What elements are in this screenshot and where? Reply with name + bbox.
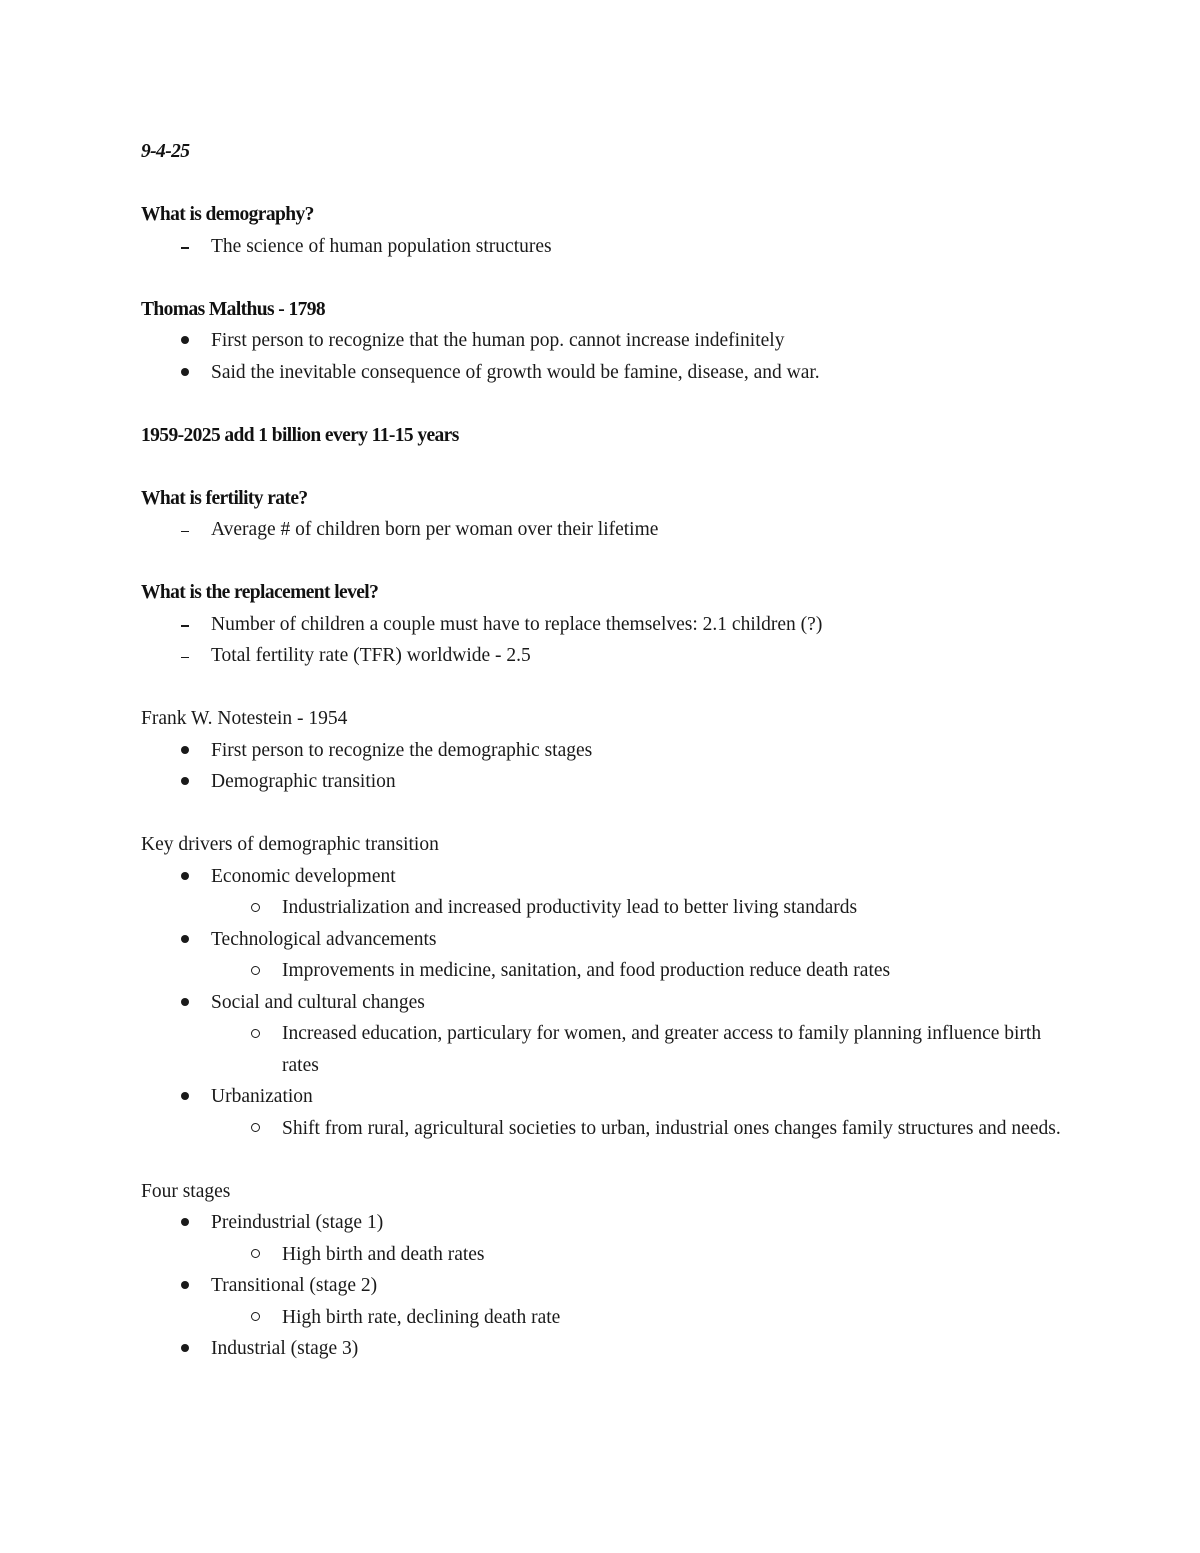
bullet-icon (175, 766, 195, 798)
sub-list-item-text: Improvements in medicine, sanitation, and food production reduce death rates (282, 960, 891, 981)
hollow-bullet-icon (245, 1018, 265, 1050)
list-item (141, 1081, 1081, 1113)
hollow-bullet-icon (245, 955, 265, 987)
spacer (141, 672, 1081, 704)
heading-demography: What is demography? (141, 204, 314, 225)
dash-bullet-icon (175, 514, 195, 546)
sub-list-item (141, 1239, 1081, 1271)
list-item (141, 766, 1081, 798)
hollow-bullet-icon (245, 1302, 265, 1334)
spacer (141, 388, 1081, 420)
list-item-text: Preindustrial (stage 1) (211, 1212, 384, 1233)
sub-list-item-text: Increased education, particulary for women, and greater access to family planning influence birth rates (282, 1023, 1042, 1076)
list-item-text: Industrial (stage 3) (211, 1338, 359, 1359)
dash-bullet-icon (175, 640, 195, 672)
heading-notestein: Frank W. Notestein - 1954 (141, 708, 348, 729)
sub-list-item (141, 1302, 1081, 1334)
bullet-icon (175, 1207, 195, 1239)
list-item (141, 861, 1081, 893)
document-page (141, 136, 1081, 1365)
bullet-icon (175, 861, 195, 893)
list-item-text: Transitional (stage 2) (211, 1275, 378, 1296)
list-item-text: Demographic transition (211, 771, 396, 792)
list-item (141, 1333, 1081, 1365)
list-item (141, 640, 1081, 672)
list-item-text: Economic development (211, 865, 396, 887)
bullet-icon (175, 357, 195, 389)
list-item (141, 609, 1081, 641)
dash-bullet-icon (175, 609, 195, 641)
bullet-icon (175, 1270, 195, 1302)
list-item-text: First person to recognize that the human pop. cannot increase indefinitely (211, 330, 785, 351)
list-item-text: Number of children a couple must have to replace themselves: 2.1 children (?) (211, 613, 823, 635)
spacer (141, 1144, 1081, 1176)
bullet-icon (175, 1333, 195, 1365)
list-item-text: Urbanization (211, 1086, 313, 1107)
sub-list-item-text: Industrialization and increased productivity lead to better living standards (282, 897, 858, 918)
heading-stages: Four stages (141, 1180, 231, 1202)
hollow-bullet-icon (245, 892, 265, 924)
sub-list-item-text: Shift from rural, agricultural societies to urban, industrial ones changes family structures and needs. (282, 1117, 1061, 1139)
sub-list-item-text: High birth rate, declining death rate (282, 1306, 561, 1328)
sub-list-item (141, 955, 1081, 987)
list-item (141, 987, 1081, 1019)
list-item (141, 357, 1081, 389)
heading-drivers: Key drivers of demographic transition (141, 834, 439, 855)
sub-list-item (141, 1113, 1081, 1145)
heading-replacement: What is the replacement level? (141, 582, 379, 603)
hollow-bullet-icon (245, 1239, 265, 1271)
bullet-icon (175, 924, 195, 956)
list-item-text: Average # of children born per woman over their lifetime (211, 519, 659, 540)
list-item-text: First person to recognize the demographic stages (211, 739, 593, 761)
list-item-text: Social and cultural changes (211, 991, 425, 1013)
spacer (141, 168, 1081, 200)
list-item (141, 325, 1081, 357)
bullet-icon (175, 987, 195, 1019)
list-item-text: Total fertility rate (TFR) worldwide - 2.5 (211, 645, 531, 666)
list-item (141, 231, 1081, 263)
list-item (141, 735, 1081, 767)
spacer (141, 451, 1081, 483)
dash-bullet-icon (175, 231, 195, 263)
list-item (141, 1270, 1081, 1302)
list-item-text: Technological advancements (211, 928, 437, 950)
list-item (141, 1207, 1081, 1239)
note-date: 9-4-25 (141, 141, 190, 162)
heading-fertility: What is fertility rate? (141, 487, 308, 509)
spacer (141, 546, 1081, 578)
bullet-icon (175, 1081, 195, 1113)
sub-list-item (141, 1018, 1081, 1081)
sub-list-item-text: High birth and death rates (282, 1243, 485, 1265)
spacer (141, 798, 1081, 830)
hollow-bullet-icon (245, 1113, 265, 1145)
spacer (141, 262, 1081, 294)
list-item-text: Said the inevitable consequence of growth would be famine, disease, and war. (211, 361, 820, 383)
heading-malthus: Thomas Malthus - 1798 (141, 298, 326, 320)
sub-list-item (141, 892, 1081, 924)
list-item (141, 924, 1081, 956)
bullet-icon (175, 325, 195, 357)
heading-billion: 1959-2025 add 1 billion every 11-15 years (141, 424, 459, 446)
list-item-text: The science of human population structures (211, 235, 552, 257)
list-item (141, 514, 1081, 546)
bullet-icon (175, 735, 195, 767)
